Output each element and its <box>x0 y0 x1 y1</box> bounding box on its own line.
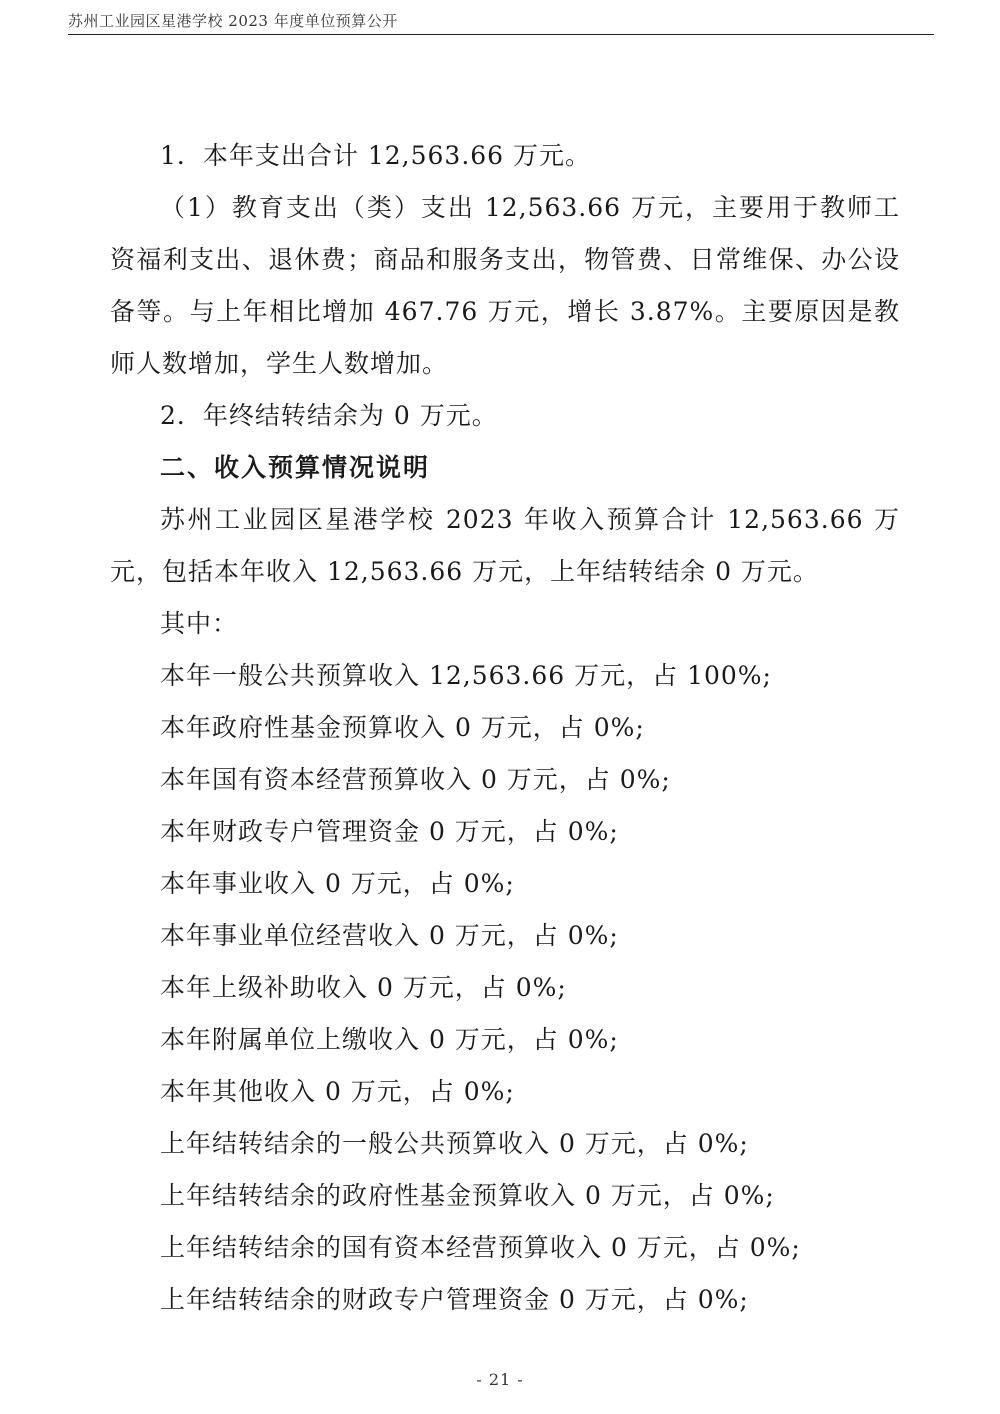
breakdown-item: 本年财政专户管理资金 0 万元，占 0%; <box>160 817 619 846</box>
page-number: - 21 - <box>476 1370 524 1389</box>
breakdown-item: 上年结转结余的财政专户管理资金 0 万元，占 0%; <box>160 1285 749 1314</box>
carryover-paragraph: 2．年终结转结余为 0 万元。 <box>160 401 498 430</box>
breakdown-item: 本年事业收入 0 万元，占 0%; <box>160 869 515 898</box>
breakdown-item: 本年国有资本经营预算收入 0 万元，占 0%; <box>160 765 671 794</box>
breakdown-item: 上年结转结余的国有资本经营预算收入 0 万元，占 0%; <box>160 1233 801 1262</box>
document-body <box>110 130 900 1326</box>
breakdown-item: 本年其他收入 0 万元，占 0%; <box>160 1077 515 1106</box>
breakdown-item: 本年上级补助收入 0 万元，占 0%; <box>160 973 567 1002</box>
breakdown-item: 本年附属单位上缴收入 0 万元，占 0%; <box>160 1025 619 1054</box>
section-heading: 二、收入预算情况说明 <box>160 453 431 482</box>
breakdown-intro: 其中： <box>160 609 239 638</box>
breakdown-item: 上年结转结余的一般公共预算收入 0 万元，占 0%; <box>160 1129 749 1158</box>
breakdown-item: 本年一般公共预算收入 12,563.66 万元，占 100%; <box>160 661 772 690</box>
breakdown-item: 本年事业单位经营收入 0 万元，占 0%; <box>160 921 619 950</box>
education-expense-paragraph: （1）教育支出（类）支出 12,563.66 万元，主要用于教师工资福利支出、退休费；商品和服务支出，物管费、日常维保、办公设备等。与上年相比增加 467.76 万元，增长 3.87%。主要原因是教师人数增加，学生人数增加。 <box>110 193 900 378</box>
expense-total-paragraph: 1．本年支出合计 12,563.66 万元。 <box>160 141 592 170</box>
header-divider <box>68 34 934 35</box>
revenue-summary-paragraph: 苏州工业园区星港学校 2023 年收入预算合计 12,563.66 万元，包括本年收入 12,563.66 万元，上年结转结余 0 万元。 <box>110 505 900 586</box>
breakdown-item: 上年结转结余的政府性基金预算收入 0 万元，占 0%; <box>160 1181 775 1210</box>
breakdown-item: 本年政府性基金预算收入 0 万元，占 0%; <box>160 713 645 742</box>
page-header: 苏州工业园区星港学校 2023 年度单位预算公开 <box>68 12 398 30</box>
